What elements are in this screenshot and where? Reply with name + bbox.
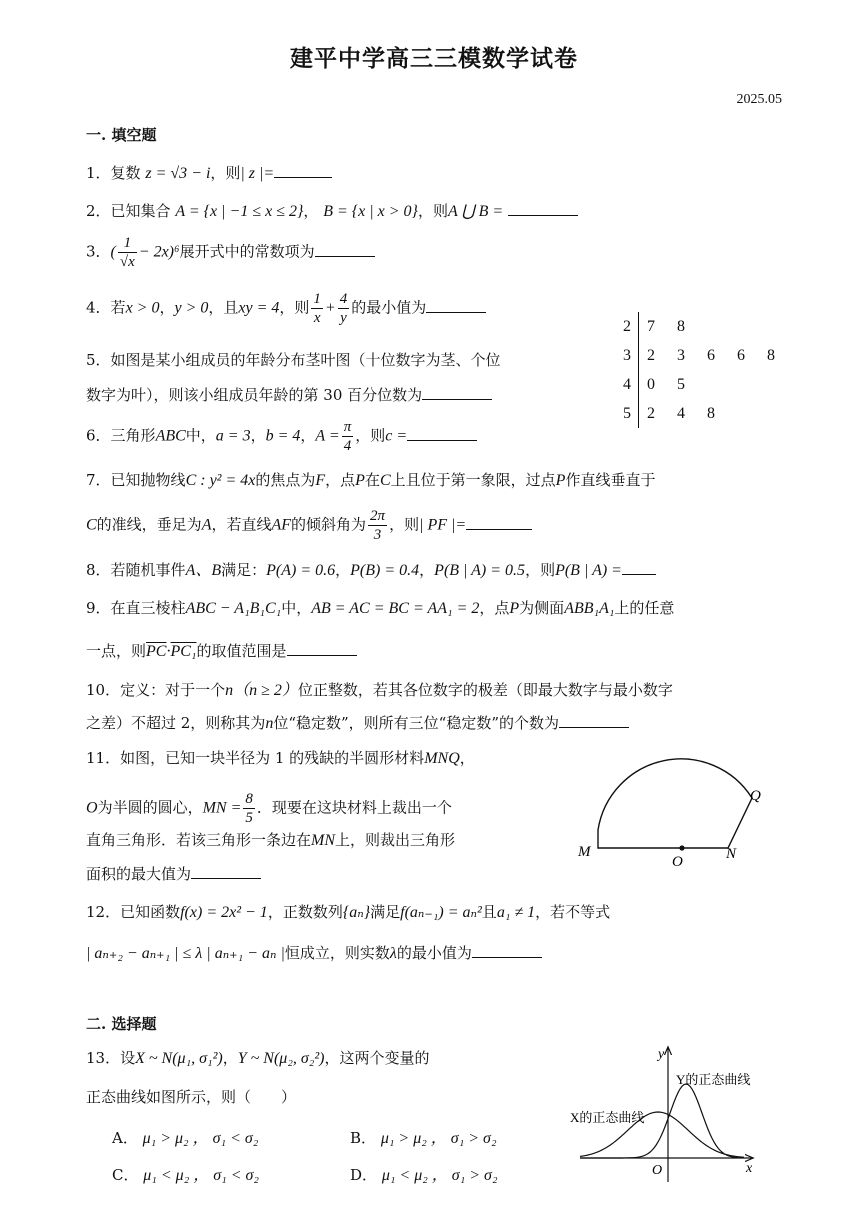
question-3: 3．( $\frac{1}{√x}$ − 2x)⁶展开式中的常数项为 [86,234,375,271]
semicircle-shape [598,759,752,848]
question-2: 2．已知集合 A = {x | −1 ≤ x ≤ 2}， B = {x | x > 0}，则A ⋃ B = [86,201,578,222]
stem-leaf-plot [620,312,797,428]
question-8: 8．若随机事件A、B满足：P(A) = 0.6，P(B) = 0.4，P(B | A) = 0.5，则P(B | A) = [86,560,656,581]
question-5-line-2: 数字为叶），则该小组成员年龄的第 30 百分位数为 [86,385,492,405]
semicircle-figure [570,752,770,872]
question-11-line-4: 面积的最大值为 [86,864,261,884]
question-9-line-2: 一点，则$\overline{PC}\cdot PC_1$的取值范围是 [86,641,357,662]
question-13: 13．设X ~ N(μ₁, σ₁²)，Y ~ N(μ₂, σ₂²)，这两个变量的 [86,1049,430,1067]
page-title: 建平中学高三三模数学试卷 [290,45,578,72]
question-11: 11．如图，已知一块半径为 1 的残缺的半圆形材料MNQ， [86,749,475,767]
option-c[interactable]: C． μ₁ < μ₂ ， σ₁ < σ₂ [112,1166,259,1184]
question-12-line-2: | aₙ₊₂ − aₙ₊₁ | ≤ λ | aₙ₊₁ − aₙ |恒成立，则实数λ的最小值为 [86,943,542,964]
stem-row: 2 7 8 [620,312,797,341]
question-9: 9．在直三棱柱ABC − A₁B₁C₁中，AB = AC = BC = AA₁ = 2，点P为侧面ABB₁A₁上的任意 [86,599,675,617]
y-curve-label: Y的正态曲线 [676,1072,751,1087]
question-13-line-2: 正态曲线如图所示，则（ ） [86,1088,297,1106]
stem-row: 4 0 5 [620,370,797,399]
option-b[interactable]: B． μ₁ > μ₂ ， σ₁ > σ₂ [350,1129,497,1147]
question-1: 1．复数 z = √3 − i，则| z |= [86,163,332,184]
question-11-line-2: O为半圆的圆心，MN = $\frac{8}{5}$ ．现要在这块材料上裁出一个 [86,791,452,826]
question-5: 5．如图是某小组成员的年龄分布茎叶图（十位数字为茎、个位 [86,351,501,369]
label-m: M [578,844,591,860]
question-10: 10．定义：对于一个n（n ≥ 2）位正整数，若其各位数字的极差（即最大数字与最小数字 [86,681,673,699]
question-11-line-3: 直角三角形．若该三角形一条边在MN上，则裁出三角形 [86,831,456,849]
option-d[interactable]: D． μ₁ < μ₂ ， σ₁ > σ₂ [350,1166,498,1184]
question-7: 7．已知抛物线C : y² = 4x的焦点为F，点P在C上且位于第一象限，过点P作直线垂直于 [86,471,656,489]
x-curve-label: X的正态曲线 [570,1110,645,1125]
question-6: 6．三角形ABC中，a = 3，b = 4，A = $\frac{\pi}{4}$ ，则c = [86,418,477,455]
stem-row: 5 2 4 8 [620,399,797,428]
stem-row: 3 2 3 6 6 8 [620,341,797,370]
label-q: Q [750,788,761,804]
question-12: 12．已知函数f(x) = 2x² − 1，正数数列{aₙ}满足f(aₙ₋₁) = aₙ²且a₁ ≠ 1，若不等式 [86,903,611,921]
label-n: N [726,846,737,862]
option-a[interactable]: A． μ₁ > μ₂ ， σ₁ < σ₂ [112,1129,259,1147]
section-1-heading: 一. 填空题 [86,126,157,144]
section-2-heading: 二. 选择题 [86,1015,157,1033]
center-point [679,845,684,850]
normal-curves-figure [560,1042,760,1187]
origin-label: O [652,1163,663,1178]
question-4: 4．若x > 0，y > 0，且xy = 4，则 $\frac{1}{x}$ + $\frac{4}{y}$ 的最小值为 [86,290,486,327]
question-10-line-2: 之差）不超过 2，则称其为n位“稳定数”，则所有三位“稳定数”的个数为 [86,713,629,734]
exam-date: 2025.05 [736,92,782,107]
question-7-line-2: C的准线，垂足为A，若直线AF的倾斜角为 $\frac{2\pi}{3}$ ，则| PF |= [86,507,532,544]
y-axis-label: y [658,1047,665,1062]
label-o: O [672,854,683,870]
x-axis-label: x [746,1161,753,1176]
